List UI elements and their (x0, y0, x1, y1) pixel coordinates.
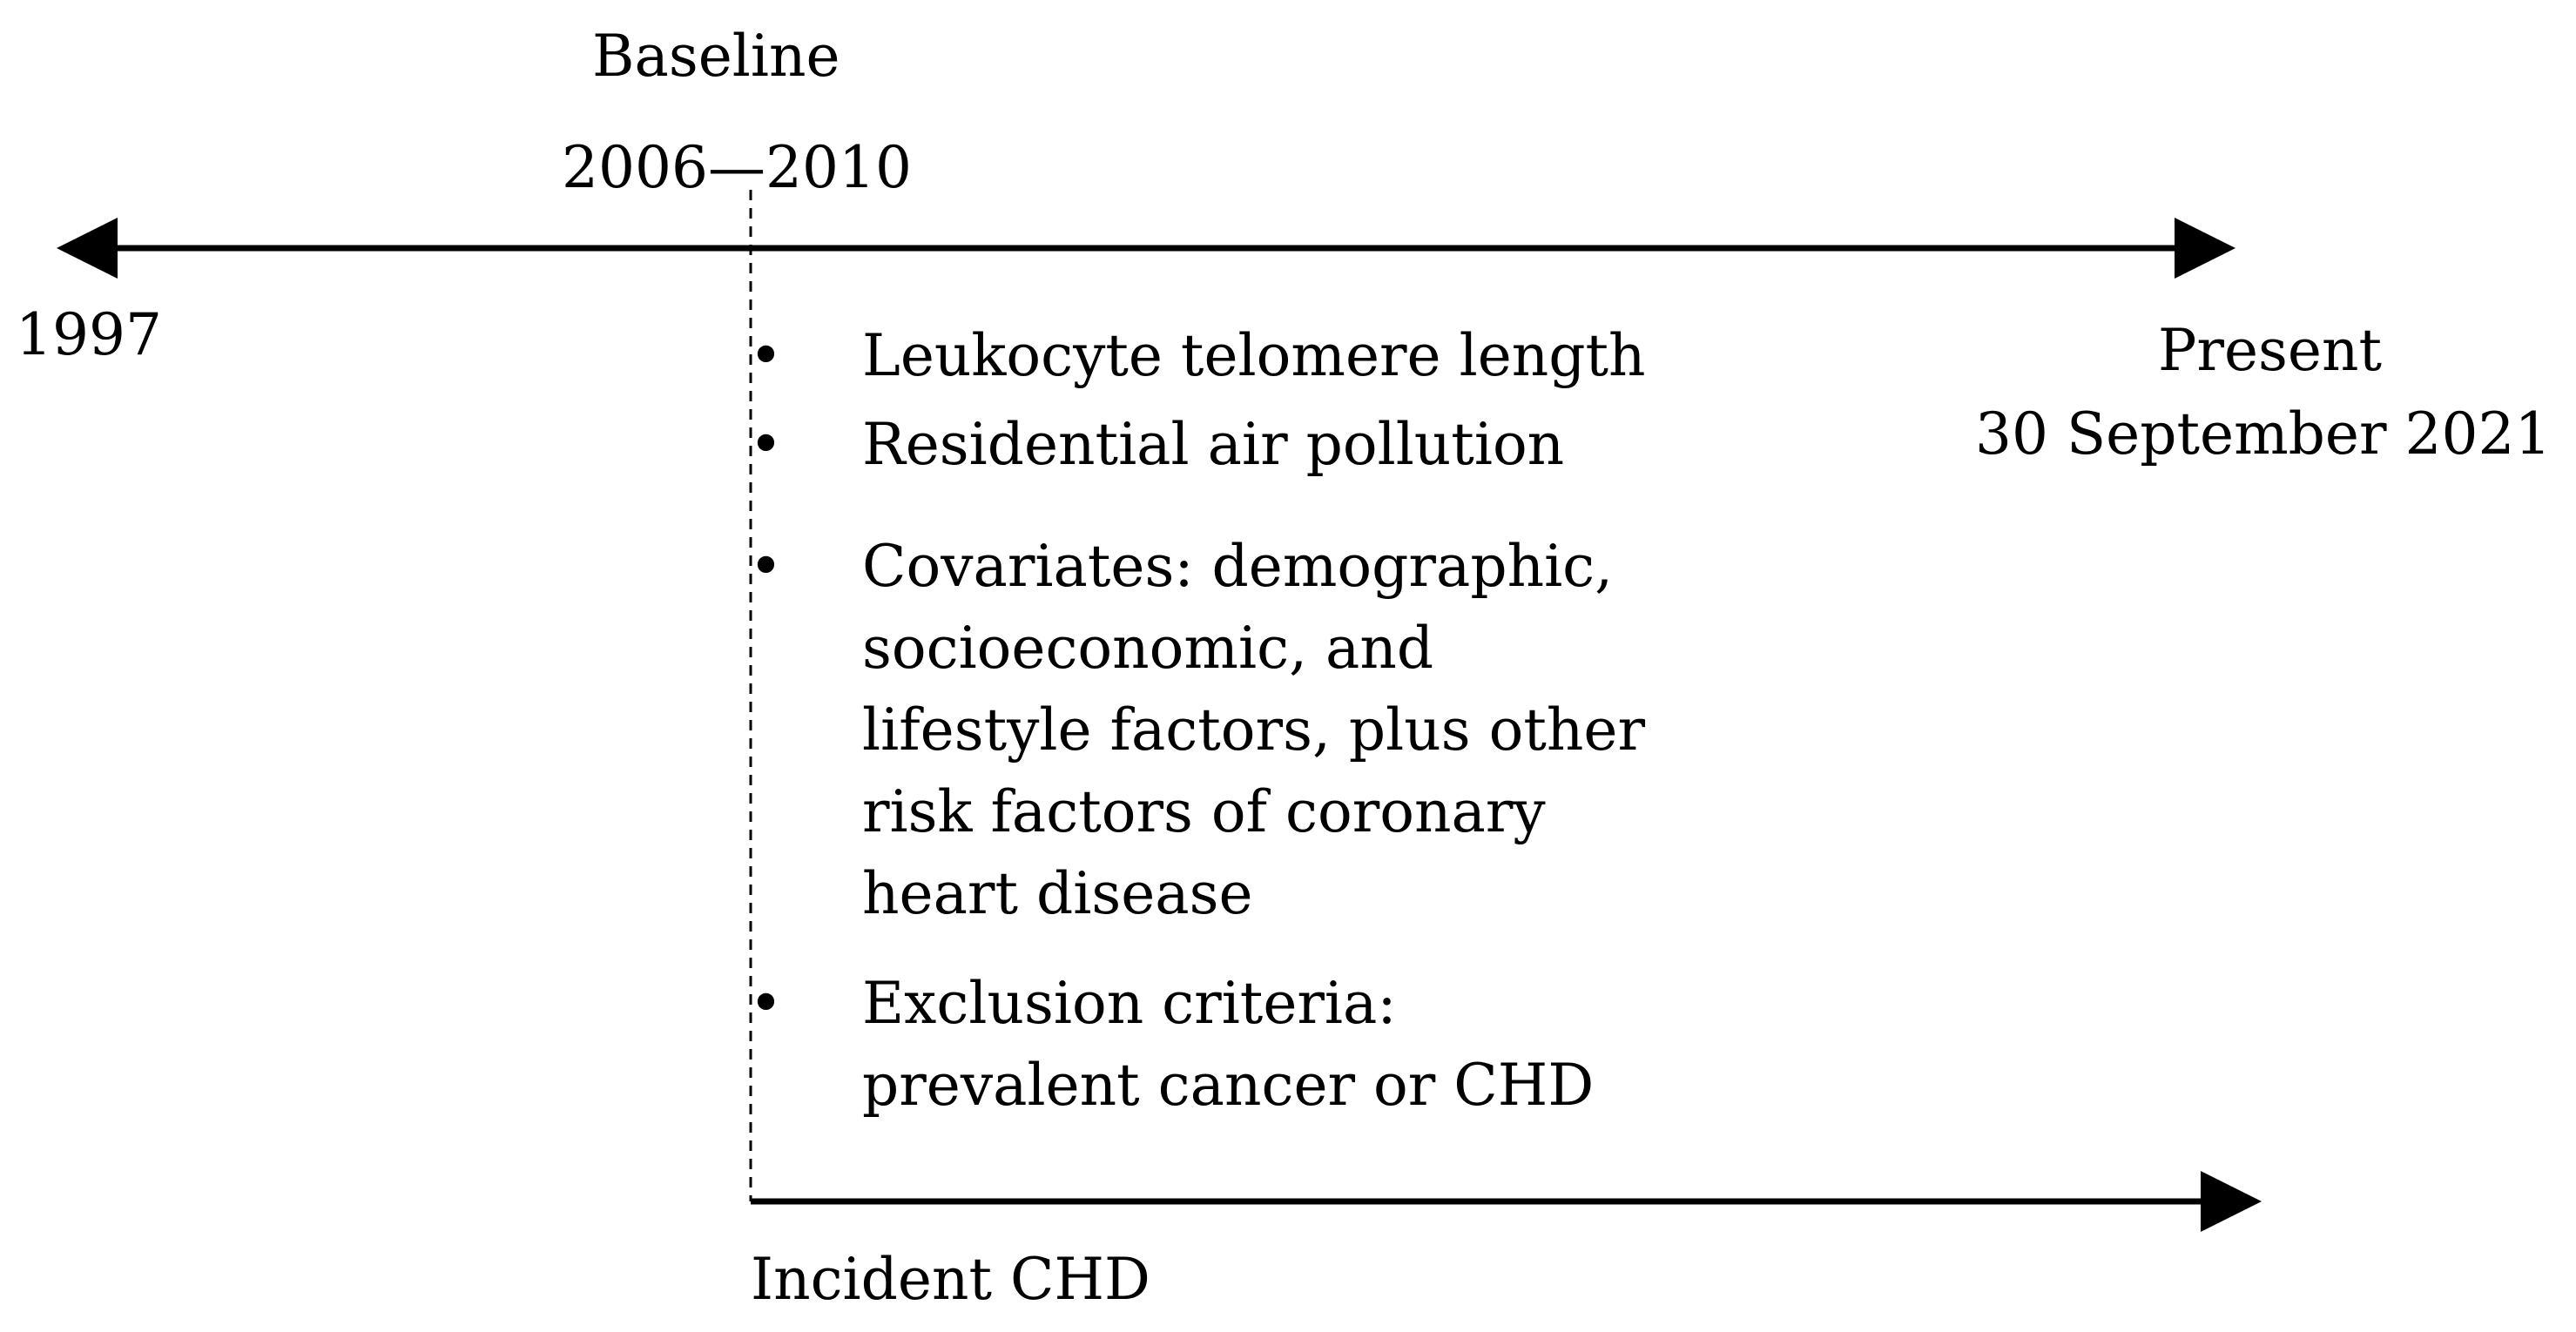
baseline-period: 2006—2010 (562, 134, 912, 201)
list-item (749, 963, 1785, 1127)
list-item-text: Residential air pollution (862, 411, 1565, 478)
bullet-icon: • (749, 411, 783, 478)
list-item-text: Leukocyte telomere length (862, 322, 1646, 389)
list-item-text: Covariates: demographic, socioeconomic, and lifestyle factors, plus other risk factors of coronary heart disease (862, 533, 1645, 927)
bullet-icon: • (749, 322, 783, 389)
list-item (749, 404, 1785, 486)
timeline-start-label: 1997 (16, 301, 162, 368)
bullet-icon: • (749, 970, 783, 1037)
list-item (749, 315, 1785, 397)
baseline-label: Baseline (592, 23, 840, 90)
followup-label: Incident CHD (751, 1246, 1150, 1313)
timeline-end-date: 30 September 2021 (1975, 400, 2552, 468)
list-item-text: Exclusion criteria: prevalent cancer or CHD (862, 970, 1595, 1119)
list-item (749, 526, 1785, 935)
bullet-icon: • (749, 533, 783, 600)
timeline-end-label: Present (2158, 317, 2382, 384)
